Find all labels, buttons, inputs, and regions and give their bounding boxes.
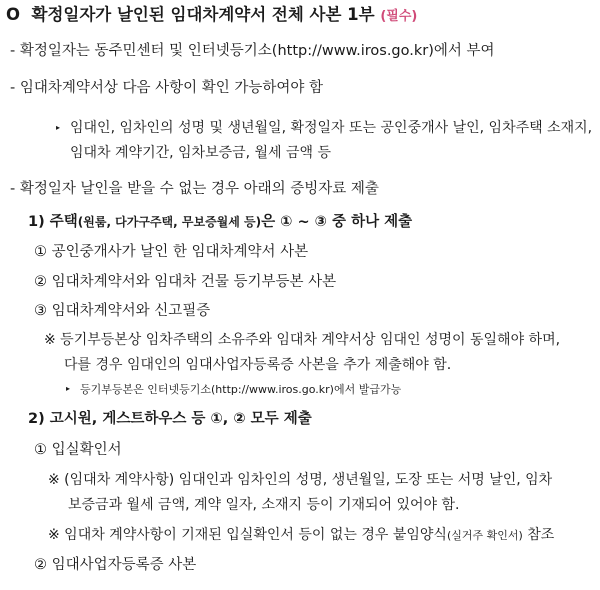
bullet-line1: 임대인, 임차인의 성명 및 생년월일, 확정일자 또는 공인중개사 날인, 임차주택 소재지, [70,120,593,136]
case1-paren: (원룸, 다가구주택, 무보증월세 등) [77,215,262,229]
title-marker: O [6,5,21,24]
bullet-line2: 임대차 계약기간, 임차보증금, 월세 금액 등 [70,145,332,161]
item-requirements: - 임대차계약서상 다음 사항이 확인 가능하여야 함 [10,80,324,96]
title-text: 확정일자가 날인된 임대차계약서 전체 사본 1부 [31,5,375,24]
case2-option-2: ② 임대사업자등록증 사본 [34,557,197,573]
case2-option-1: ① 입실확인서 [34,442,122,458]
case2-heading: 2) 고시원, 게스트하우스 등 ①, ② 모두 제출 [28,411,312,427]
case2-note1-line2: 보증금과 월세 금액, 계약 일자, 소재지 등이 기재되어 있어야 함. [68,497,460,513]
case1-sub-bullet [66,383,401,397]
triangle-right-icon: ▸ [66,384,71,393]
case1-note-line2: 다를 경우 임대인의 임대사업자등록증 사본을 추가 제출해야 함. [64,357,452,373]
case1-option-1: ① 공인중개사가 날인 한 임대차계약서 사본 [34,244,309,260]
case1-suffix: 은 ① ~ ③ 중 하나 제출 [261,214,413,230]
case2-note2-end: 참조 [522,527,555,543]
case2-note2 [48,527,554,545]
item-issuance: - 확정일자는 동주민센터 및 인터넷등기소(http://www.iros.go.kr)에서 부여 [10,43,495,59]
case1-prefix: 1) 주택 [28,214,78,230]
case1-option-3: ③ 임대차계약서와 신고필증 [34,303,211,319]
case2-note2-main: ※ 임대차 계약사항이 기재된 입실확인서 등이 없는 경우 붙임양식 [48,527,447,543]
bullet-item [56,120,592,138]
triangle-right-icon: ▸ [56,123,61,132]
item-alternative: - 확정일자 날인을 받을 수 없는 경우 아래의 증빙자료 제출 [10,181,379,197]
case1-heading [28,213,412,231]
case2-note1-line1: ※ (임대차 계약사항) 임대인과 임차인의 성명, 생년월일, 도장 또는 서명 날인, 임차 [48,472,553,488]
case1-option-2: ② 임대차계약서와 임대차 건물 등기부등본 사본 [34,274,337,290]
case2-note2-small: (실거주 확인서) [446,529,523,542]
case1-note-line1: ※ 등기부등본상 임차주택의 소유주와 임대차 계약서상 임대인 성명이 동일해야 하며, [44,332,561,348]
section-title [6,5,417,26]
case1-sub-text: 등기부등본은 인터넷등기소(http://www.iros.go.kr)에서 발급가능 [80,383,402,396]
required-tag: (필수) [380,9,418,24]
